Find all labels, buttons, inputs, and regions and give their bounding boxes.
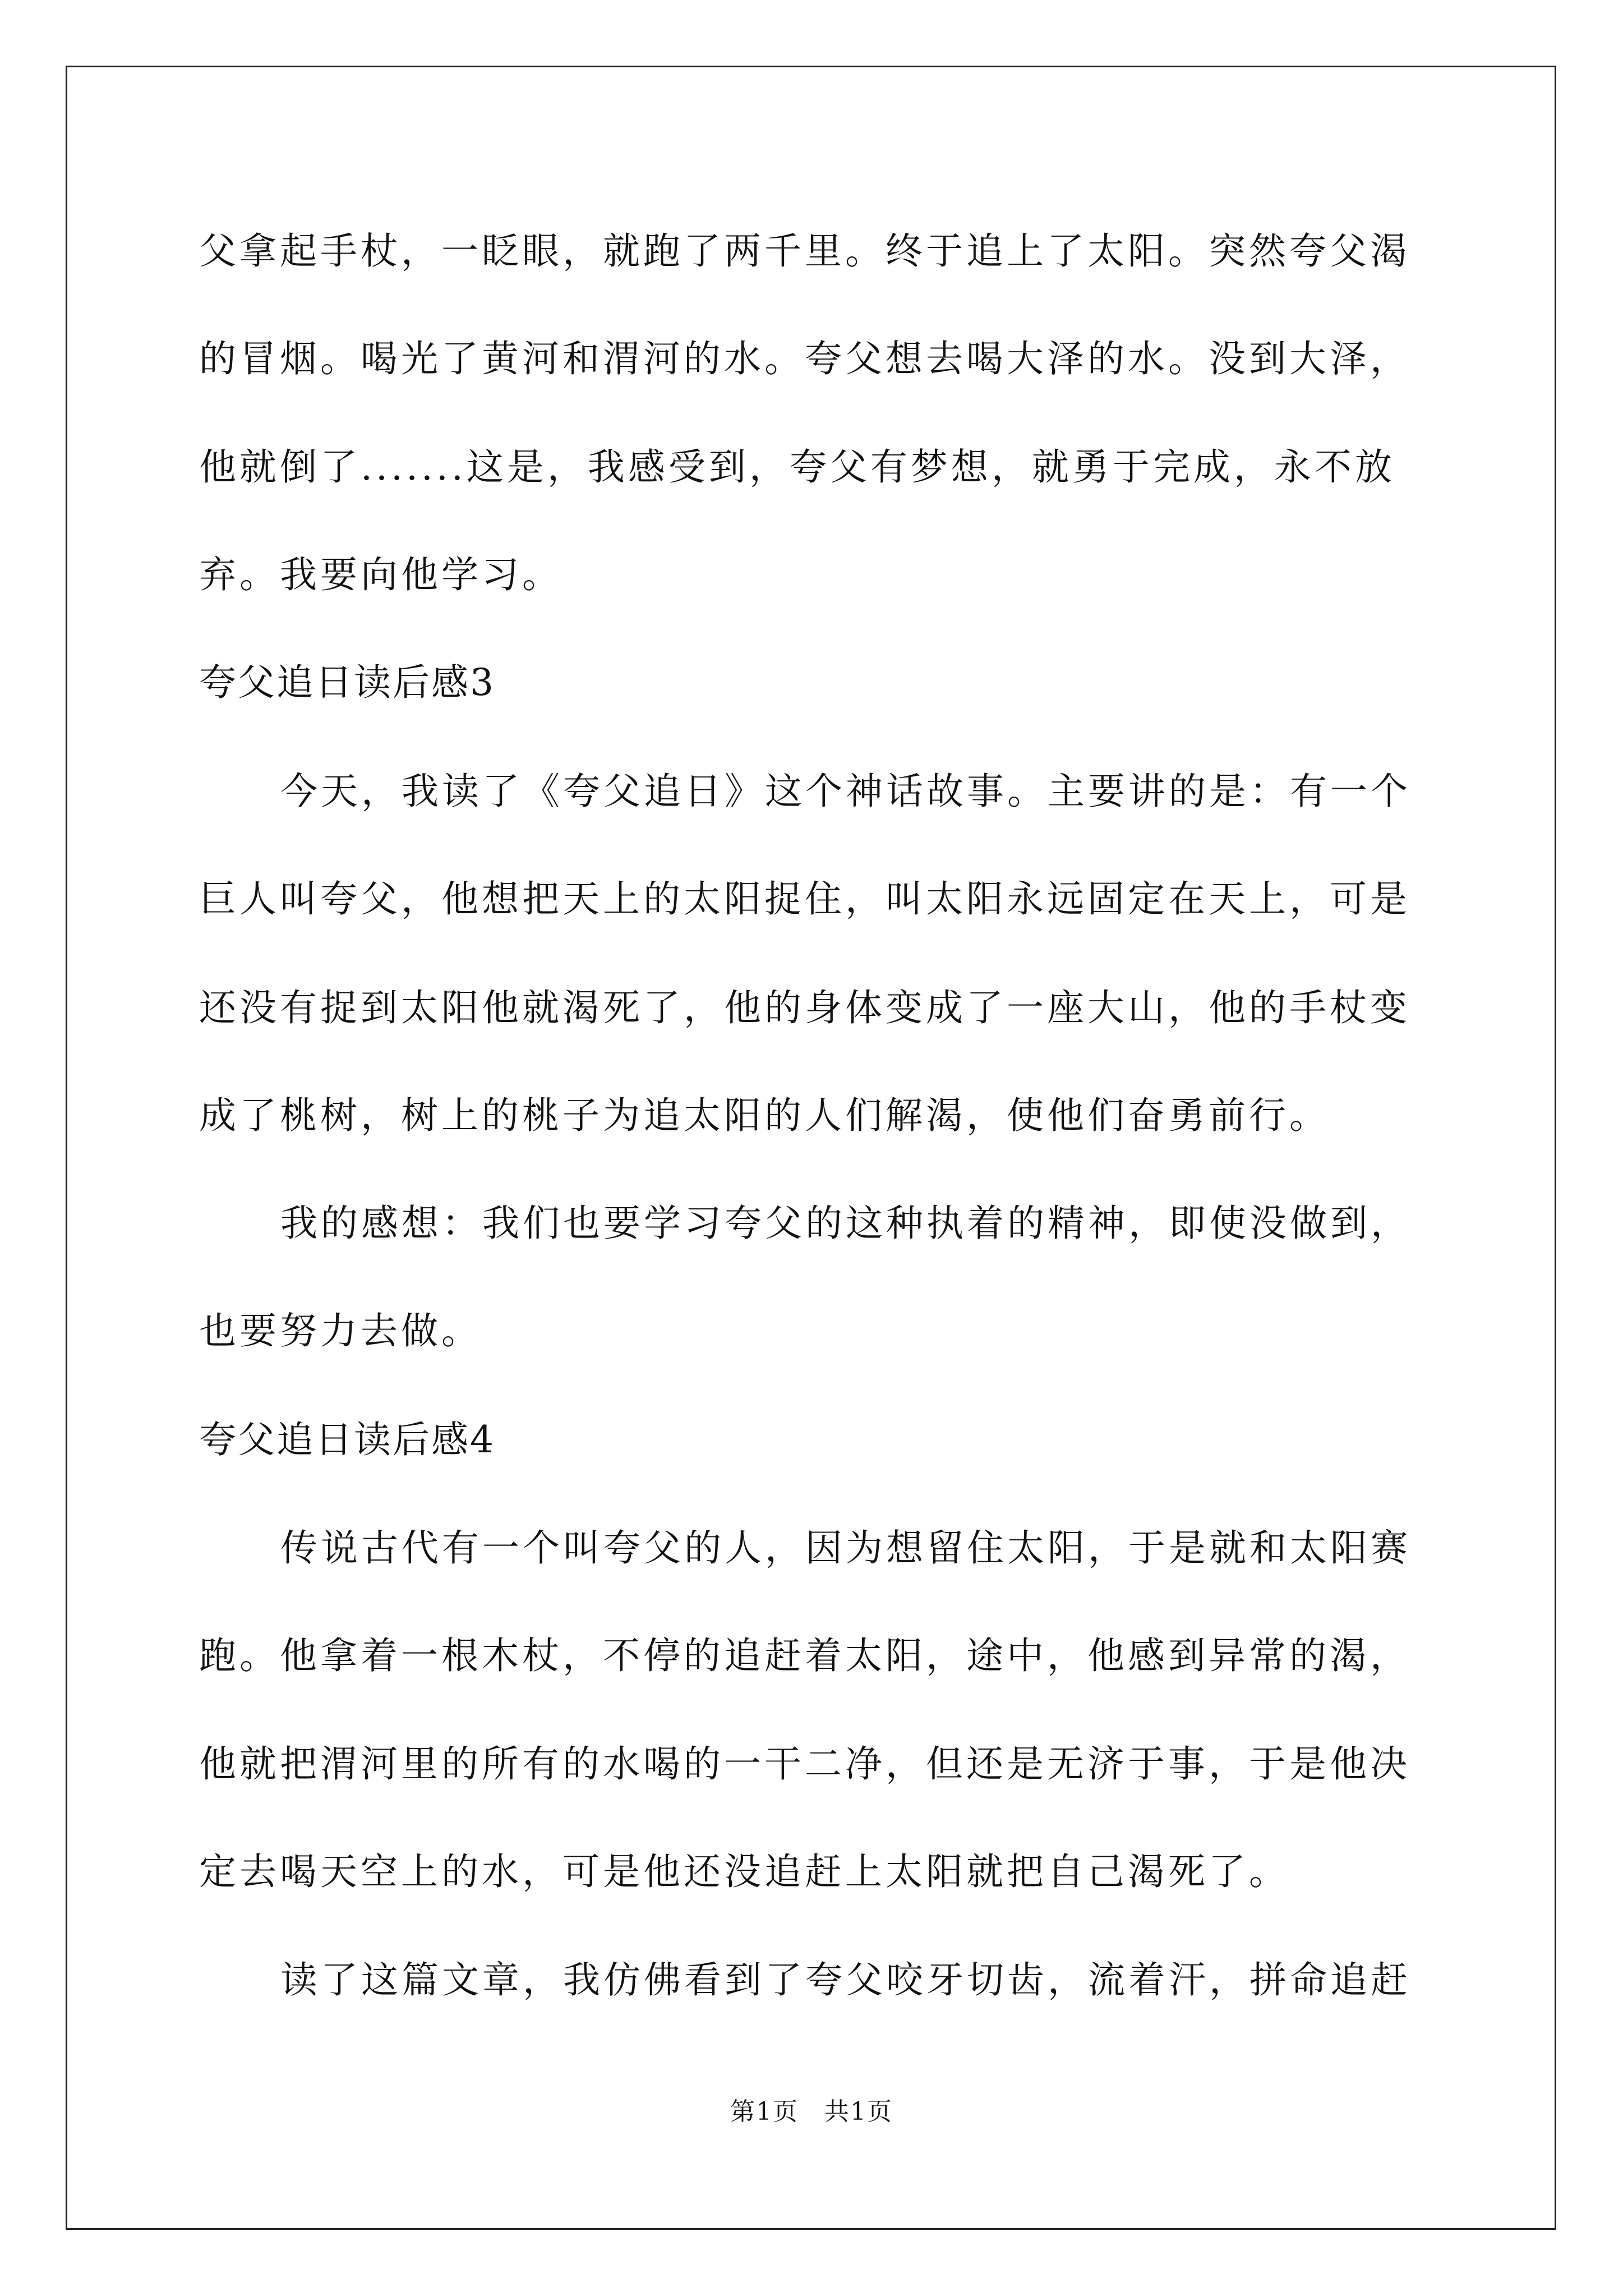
page-footer: 第1页 共1页 [730, 2097, 893, 2126]
section-heading: 夸父追日读后感3 [199, 661, 495, 704]
body-text-line: 传说古代有一个叫夸父的人，因为想留住太阳，于是就和太阳赛 [280, 1526, 1411, 1570]
body-text-line: 他就把渭河里的所有的水喝的一干二净，但还是无济于事，于是他决 [199, 1742, 1410, 1786]
body-text-line: 成了桃树，树上的桃子为追太阳的人们解渴，使他们奋勇前行。 [199, 1094, 1330, 1137]
body-text-line: 弃。我要向他学习。 [199, 553, 562, 596]
body-text-line: 的冒烟。喝光了黄河和渭河的水。夸父想去喝大泽的水。没到大泽， [199, 337, 1410, 380]
body-text-line: 父拿起手杖，一眨眼，就跑了两千里。终于追上了太阳。突然夸父渴 [199, 229, 1410, 273]
body-text-line: 也要努力去做。 [199, 1309, 482, 1352]
body-text-line: 跑。他拿着一根木杖，不停的追赶着太阳，途中，他感到异常的渴， [199, 1634, 1410, 1677]
page-border [66, 66, 1556, 2230]
body-text-line: 还没有捉到太阳他就渴死了，他的身体变成了一座大山，他的手杖变 [199, 986, 1410, 1029]
body-text-line: 我的感想：我们也要学习夸父的这种执着的精神，即使没做到， [280, 1202, 1411, 1245]
body-text-line: 读了这篇文章，我仿佛看到了夸父咬牙切齿，流着汗，拼命追赶 [280, 1958, 1411, 2001]
body-text-line: 巨人叫夸父，他想把天上的太阳捉住，叫太阳永远固定在天上，可是 [199, 877, 1410, 921]
body-text-line: 定去喝天空上的水，可是他还没追赶上太阳就把自己渴死了。 [199, 1850, 1289, 1893]
body-text-line: 今天，我读了《夸父追日》这个神话故事。主要讲的是：有一个 [280, 770, 1411, 813]
section-heading: 夸父追日读后感4 [199, 1418, 495, 1461]
body-text-line: 他就倒了.......这是，我感受到，夸父有梦想，就勇于完成，永不放 [199, 445, 1395, 489]
